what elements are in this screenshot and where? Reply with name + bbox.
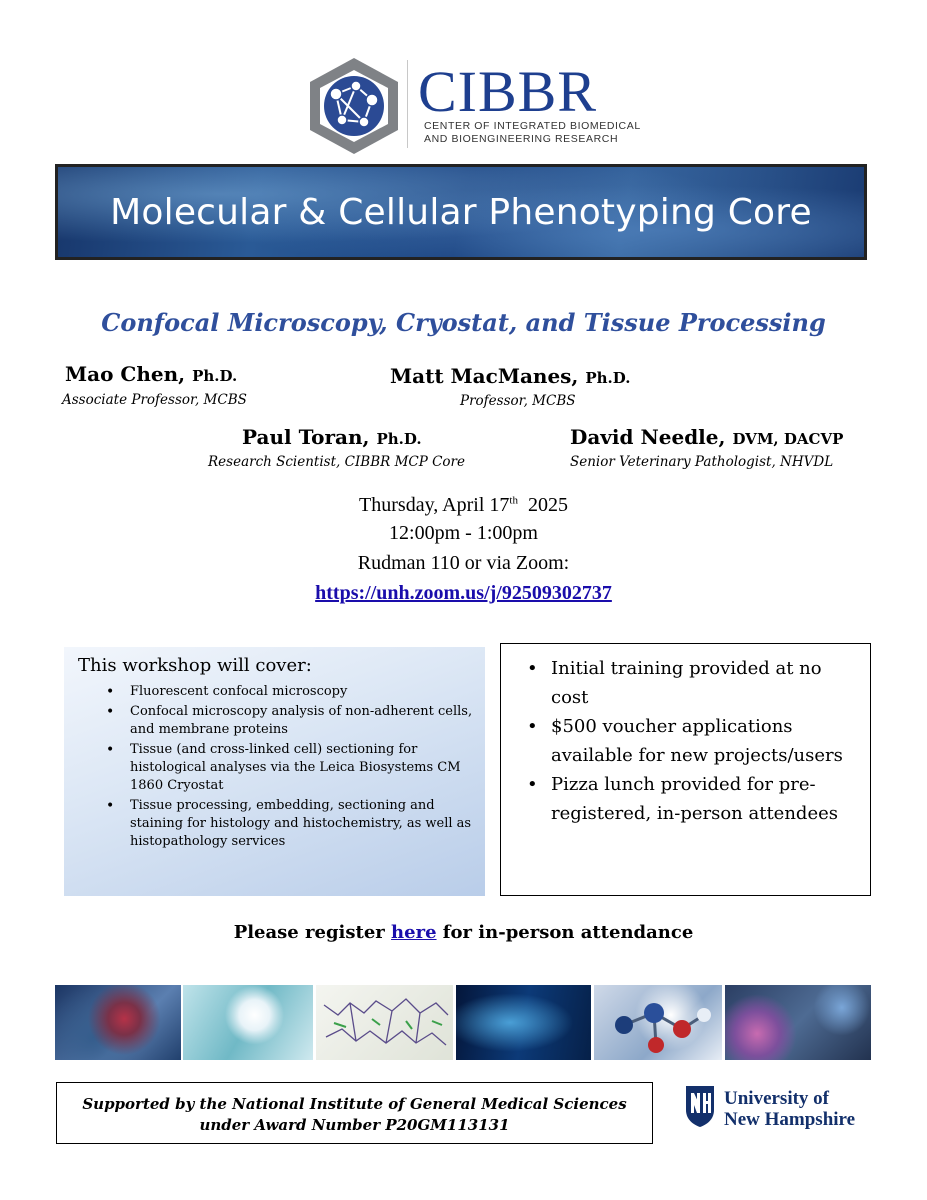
funding-line1: Supported by the National Institute of General Medical Sciences xyxy=(82,1095,627,1113)
speaker-name-text: Matt MacManes, xyxy=(390,364,579,388)
speaker-name xyxy=(390,364,630,388)
speaker-credentials: Ph.D. xyxy=(585,369,631,387)
list-item: • Initial training provided at no cost xyxy=(515,654,855,712)
list-item: • Confocal microscopy analysis of non-adherent cells, and membrane proteins xyxy=(106,703,476,739)
funding-box xyxy=(56,1082,653,1144)
workshop-topics-box xyxy=(64,647,485,896)
unh-name-line2: New Hampshire xyxy=(724,1109,856,1130)
register-text-before: Please register xyxy=(233,922,392,943)
speaker-name xyxy=(570,425,843,449)
date-ordinal-suffix: th xyxy=(509,494,518,507)
benefits-list xyxy=(515,654,855,828)
speaker-role: Professor, MCBS xyxy=(460,393,576,409)
register-text-after: for in-person attendance xyxy=(436,922,694,943)
speaker-name-text: Mao Chen, xyxy=(65,362,186,386)
list-item: • $500 voucher applications available for new projects/users xyxy=(515,712,855,770)
list-item: • Fluorescent confocal microscopy xyxy=(106,683,476,701)
speaker-name-text: Paul Toran, xyxy=(242,425,370,449)
speaker-credentials: Ph.D. xyxy=(192,367,238,385)
event-date xyxy=(0,494,927,517)
list-item: • Tissue processing, embedding, sectioning and staining for histology and histochemistry, as well as histopathology services xyxy=(106,797,476,851)
molecule-structure-image xyxy=(316,985,453,1060)
speaker-role: Research Scientist, CIBBR MCP Core xyxy=(208,454,465,470)
topics-heading: This workshop will cover: xyxy=(78,655,312,676)
event-year: 2025 xyxy=(527,494,568,516)
dna-helix-image xyxy=(456,985,591,1060)
speaker-role: Associate Professor, MCBS xyxy=(62,392,247,408)
speaker-credentials: Ph.D. xyxy=(376,430,422,448)
speaker-name xyxy=(65,362,237,386)
event-date-text: Thursday, April 17 xyxy=(359,494,510,516)
topics-list xyxy=(106,683,476,853)
speaker-name xyxy=(242,425,422,449)
logo-name: CIBBR xyxy=(418,59,598,124)
speaker-role: Senior Veterinary Pathologist, NHVDL xyxy=(570,454,834,470)
logo-subtitle-line1: CENTER OF INTEGRATED BIOMEDICAL xyxy=(424,120,641,132)
event-location: Rudman 110 or via Zoom: xyxy=(357,552,570,574)
workshop-subtitle: Confocal Microscopy, Cryostat, and Tissue Processing xyxy=(101,308,826,337)
cell-image xyxy=(55,985,181,1060)
funding-line2: under Award Number P20GM113131 xyxy=(199,1116,510,1134)
title-banner xyxy=(55,164,867,260)
list-item: • Pizza lunch provided for pre-registered, in-person attendees xyxy=(515,770,855,828)
unh-shield-icon xyxy=(684,1084,716,1128)
banner-title: Molecular & Cellular Phenotyping Core xyxy=(110,191,812,233)
register-line xyxy=(0,922,927,943)
logo-divider xyxy=(407,60,408,148)
list-item: • Tissue (and cross-linked cell) sectioning for histological analyses via the Leica Biosystems CM 1860 Cryostat xyxy=(106,741,476,795)
unh-name-line1: University of xyxy=(724,1088,830,1109)
zoom-link[interactable]: https://unh.zoom.us/j/92509302737 xyxy=(315,582,612,604)
event-time: 12:00pm - 1:00pm xyxy=(389,522,538,544)
cibbr-logo-icon xyxy=(306,56,402,156)
register-link[interactable]: here xyxy=(391,922,437,943)
logo-subtitle-line2: AND BIOENGINEERING RESEARCH xyxy=(424,133,619,145)
virus-particles-image xyxy=(725,985,871,1060)
speaker-credentials: DVM, DACVP xyxy=(732,430,844,448)
benefits-box xyxy=(500,643,871,896)
speaker-name-text: David Needle, xyxy=(570,425,726,449)
lab-sample-image xyxy=(183,985,313,1060)
molecule-model-image xyxy=(594,985,722,1060)
